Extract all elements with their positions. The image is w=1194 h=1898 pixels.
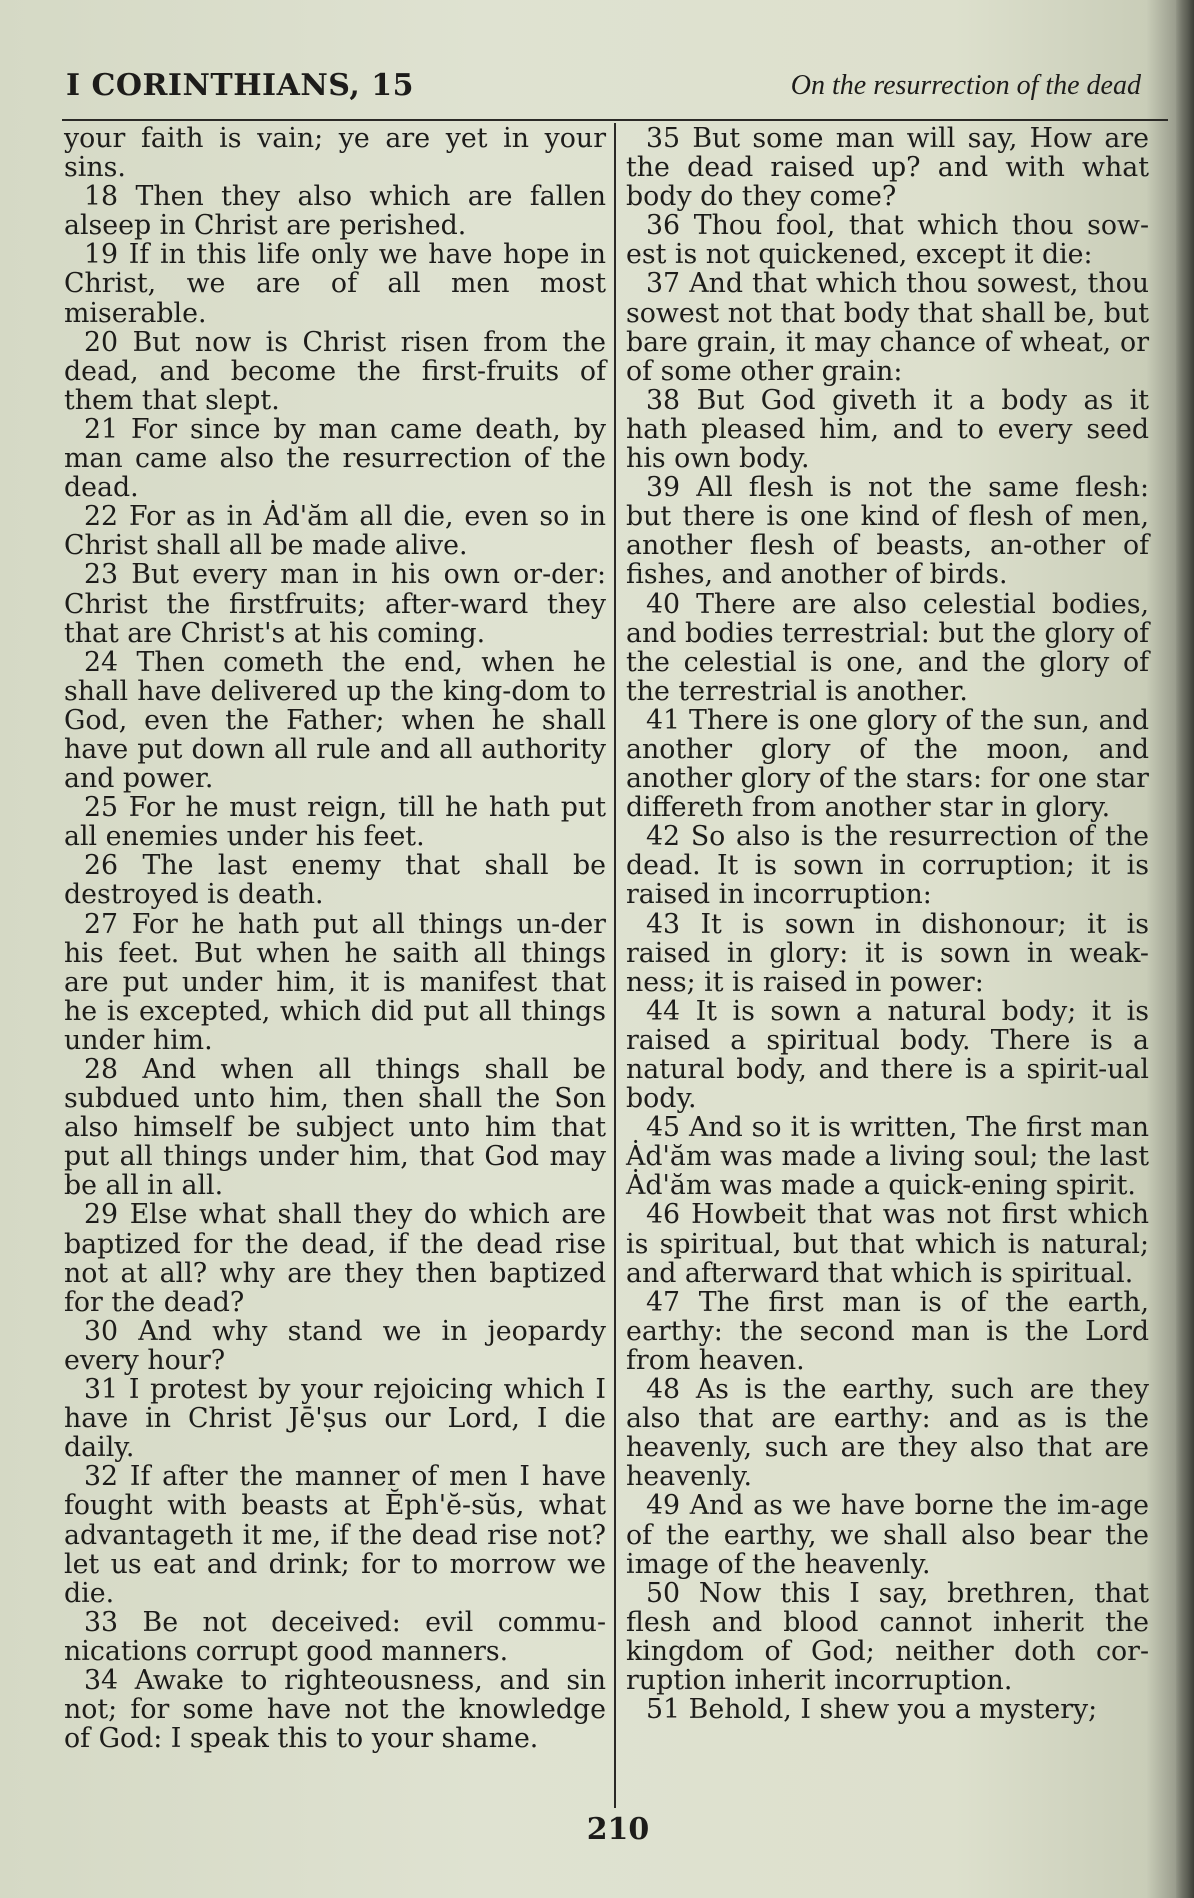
verse	[64, 1317, 606, 1375]
verse-text: Then they also which are fallen alseep in Christ are perished.	[64, 181, 606, 242]
verse	[64, 560, 606, 647]
verse	[626, 822, 1149, 909]
right-column	[626, 124, 1149, 1724]
verse-number: 47	[646, 1286, 681, 1318]
verse-text: All flesh is not the same flesh: but there is one kind of flesh of men, another flesh of beasts, an-other of fishes, and another of birds.	[626, 472, 1149, 591]
verse	[626, 590, 1149, 706]
verse-text: It is sown in dishonour; it is raised in glory: it is sown in weak-ness; it is raised in power:	[626, 908, 1149, 998]
column-divider	[614, 123, 616, 1808]
verse-number: 43	[646, 908, 681, 940]
verse	[626, 1288, 1149, 1375]
verse	[626, 706, 1149, 822]
verse-text: For he hath put all things un-der his feet. But when he saith all things are put under him, it is manifest that he is excepted, which did put all things under him.	[64, 908, 606, 1056]
page-header	[66, 64, 1141, 114]
verse	[64, 648, 606, 793]
verse-number: 30	[84, 1315, 119, 1347]
section-heading: On the resurrection of the dead	[790, 70, 1141, 101]
verse-number: 27	[84, 908, 119, 940]
verse-text: Then cometh the end, when he shall have delivered up the king-dom to God, even the Father; when he shall have put down all rule and all authority and power.	[64, 646, 606, 795]
verse-number: 39	[646, 472, 681, 504]
verse-number: 24	[84, 646, 119, 678]
verse-number: 51	[646, 1694, 681, 1726]
verse	[64, 240, 606, 327]
verse	[626, 473, 1149, 589]
verse-number: 49	[646, 1490, 681, 1522]
verse-number: 19	[84, 239, 119, 271]
verse-text: But God giveth it a body as it hath pleased him, and to every seed his own body.	[626, 384, 1149, 475]
page-edge-shadow	[1176, 0, 1194, 1898]
verse-number: 38	[646, 384, 681, 416]
verse-number: 46	[646, 1199, 681, 1231]
verse-text: For as in Ȧd'ăm all die, even so in Christ shall all be made alive.	[64, 501, 606, 562]
verse	[64, 415, 606, 502]
verse-number: 45	[646, 1112, 681, 1144]
verse-text: Howbeit that was not first which is spiritual, but that which is natural; and afterward that which is spiritual.	[626, 1199, 1149, 1289]
verse	[64, 502, 606, 560]
verse	[626, 1579, 1149, 1695]
verse	[64, 851, 606, 909]
verse	[64, 1200, 606, 1316]
verse	[64, 124, 606, 182]
verse	[64, 1375, 606, 1462]
verse-text: Behold, I shew you a mystery;	[688, 1694, 1098, 1726]
verse	[64, 182, 606, 240]
verse-number: 25	[84, 792, 119, 824]
verse	[64, 1055, 606, 1200]
verse-text: For since by man came death, by man came also the resurrection of the dead.	[64, 413, 606, 504]
verse-text: So also is the resurrection of the dead. It is sown in corruption; it is raised in incorruption:	[626, 821, 1149, 911]
verse-number: 33	[84, 1606, 119, 1638]
book-chapter-title: I CORINTHIANS, 15	[66, 68, 415, 103]
verse-text: Thou fool, that which thou sow-est is not quickened, except it die:	[626, 210, 1149, 271]
verse-number: 37	[646, 268, 681, 300]
verse-text: But every man in his own or-der: Christ the firstfruits; after-ward they that are Christ's at his coming.	[64, 559, 606, 649]
verse-number: 20	[84, 326, 119, 358]
verse	[626, 386, 1149, 473]
verse	[626, 1375, 1149, 1491]
header-rule	[62, 119, 1168, 121]
verse	[626, 124, 1149, 211]
verse-text: Else what shall they do which are baptized for the dead, if the dead rise not at all? why are they then baptized for the dead?	[64, 1199, 606, 1318]
verse-text: The first man is of the earth, earthy: the second man is the Lord from heaven.	[626, 1286, 1149, 1376]
verse-text: If after the manner of men I have fought with beasts at Ĕph'ĕ-sŭs, what advantageth it me, if the dead rise not? let us eat and drink; for to morrow we die.	[64, 1461, 606, 1609]
verse-text: For he must reign, till he hath put all enemies under his feet.	[64, 792, 606, 853]
verse-text: If in this life only we have hope in Christ, we are of all men most miserable.	[64, 239, 606, 329]
verse-text: Awake to righteousness, and sin not; for some have not the knowledge of God: I speak this to your shame.	[64, 1664, 606, 1755]
left-column	[64, 124, 606, 1753]
verse-number: 34	[84, 1664, 119, 1696]
verse	[626, 1113, 1149, 1200]
verse-text: There is one glory of the sun, and another glory of the moon, and another glory of the stars: for one star differeth from another star in glory.	[626, 704, 1149, 824]
verse	[64, 1462, 606, 1607]
verse-number: 50	[646, 1577, 681, 1609]
verse-number: 18	[84, 181, 119, 213]
verse	[626, 910, 1149, 997]
verse-text: It is sown a natural body; it is raised a spiritual body. There is a natural body, and there is a spirit-ual body.	[626, 995, 1149, 1115]
verse-text: As is the earthy, such are they also that are earthy: and as is the heavenly, such are they also that are heavenly.	[626, 1374, 1149, 1493]
verse-number: 40	[646, 588, 681, 620]
verse-text: Be not deceived: evil commu-nications corrupt good manners.	[64, 1606, 606, 1667]
page-number: 210	[586, 1812, 650, 1847]
verse	[626, 1695, 1149, 1724]
verse	[64, 328, 606, 415]
verse-text: There are also celestial bodies, and bodies terrestrial: but the glory of the celestial is one, and the glory of the terrestrial is another.	[626, 588, 1149, 707]
verse	[626, 1200, 1149, 1287]
verse-text: The last enemy that shall be destroyed is death.	[64, 850, 606, 911]
verse	[64, 793, 606, 851]
verse	[64, 910, 606, 1055]
verse-text: And so it is written, The first man Ȧd'ăm was made a living soul; the last Ȧd'ăm was made a quick-ening spirit.	[626, 1112, 1149, 1202]
verse	[626, 269, 1149, 385]
verse-text: I protest by your rejoicing which I have in Christ Jē'ṣus our Lord, I die daily.	[64, 1374, 606, 1464]
verse-number: 48	[646, 1374, 681, 1406]
verse-text: And that which thou sowest, thou sowest not that body that shall be, but bare grain, it may chance of wheat, or of some other grain:	[626, 268, 1149, 387]
verse-number: 35	[646, 123, 681, 154]
verse-number: 32	[84, 1461, 119, 1493]
verse-number: 29	[84, 1199, 119, 1231]
verse-text: And as we have borne the im-age of the earthy, we shall also bear the image of the heavenly.	[626, 1490, 1149, 1580]
verse-number: 28	[84, 1054, 119, 1085]
verse-text: And when all things shall be subdued unto him, then shall the Son also himself be subject unto him that put all things under him, that God may be all in all.	[64, 1054, 606, 1202]
verse-text: And why stand we in jeopardy every hour?	[64, 1315, 606, 1376]
verse-text: But some man will say, How are the dead raised up? and with what body do they come?	[626, 123, 1149, 213]
verse	[626, 997, 1149, 1113]
verse-number: 36	[646, 210, 681, 242]
verse-number: 23	[84, 559, 119, 591]
verse-number: 26	[84, 850, 119, 882]
verse-text: your faith is vain; ye are yet in your sins.	[64, 123, 606, 184]
verse-text: But now is Christ risen from the dead, and become the first-fruits of them that slept.	[64, 326, 606, 416]
verse	[626, 211, 1149, 269]
verse-number: 41	[646, 704, 681, 736]
verse	[626, 1491, 1149, 1578]
verse-number: 21	[84, 413, 119, 445]
verse-number: 44	[646, 995, 681, 1027]
verse-number: 22	[84, 501, 119, 533]
verse-number: 42	[646, 821, 681, 853]
verse-number: 31	[84, 1374, 119, 1406]
verse	[64, 1666, 606, 1753]
verse	[64, 1608, 606, 1666]
verse-text: Now this I say, brethren, that flesh and blood cannot inherit the kingdom of God; neither doth cor-ruption inherit incorruption.	[626, 1577, 1149, 1696]
